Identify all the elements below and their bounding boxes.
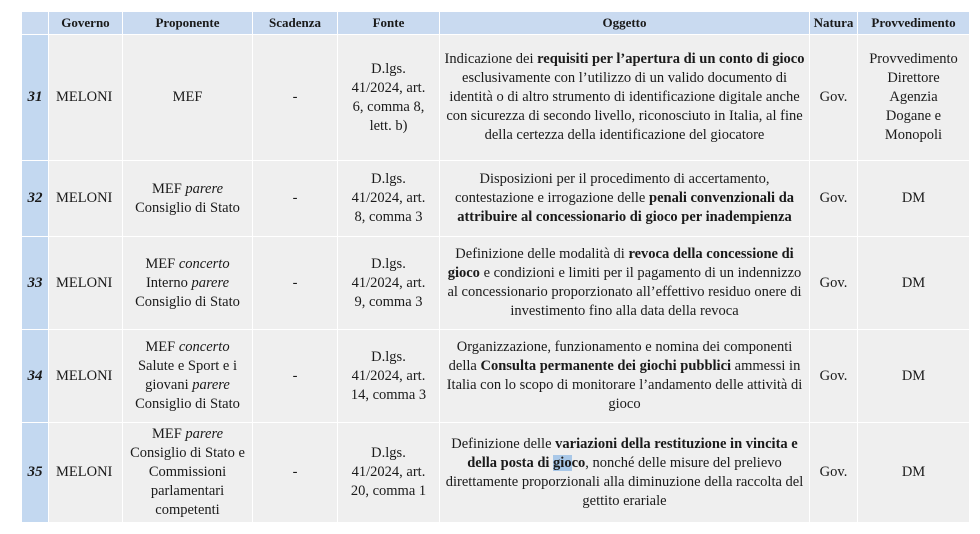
proponente-cell xyxy=(123,161,253,237)
provvedimento-cell xyxy=(858,161,970,237)
cell-line: Direttore xyxy=(887,70,940,86)
table-row xyxy=(22,237,970,330)
row-number: 33 xyxy=(22,237,49,330)
header-natura: Natura xyxy=(810,12,858,35)
text-run: MEF xyxy=(151,180,186,197)
row-number: 34 xyxy=(22,330,49,423)
text-run: MEF xyxy=(172,89,203,105)
text-run: Indicazione dei xyxy=(444,51,538,67)
cell-line: 41/2024, art. xyxy=(351,190,426,206)
cell-line: DM xyxy=(901,367,926,384)
text-run: Interno xyxy=(145,274,192,291)
oggetto-cell xyxy=(440,35,810,161)
cell-line: 41/2024, art. xyxy=(351,367,426,384)
row-number: 35 xyxy=(22,423,49,523)
scadenza-cell: - xyxy=(253,330,338,423)
text-run: MEF xyxy=(151,426,186,442)
oggetto-cell xyxy=(440,423,810,523)
governo-cell: MELONI xyxy=(49,237,123,330)
fonte-cell xyxy=(338,161,440,237)
text-run: variazioni della restituzione in vincita e della posta di xyxy=(467,435,798,471)
cell-line: 20, comma 1 xyxy=(350,483,427,499)
governo-cell: MELONI xyxy=(49,35,123,161)
cell-line: Provvedimento xyxy=(869,51,958,67)
natura-cell: Gov. xyxy=(810,330,858,423)
text-run: Definizione delle xyxy=(451,435,556,452)
scadenza-cell: - xyxy=(253,237,338,330)
header-fonte: Fonte xyxy=(338,12,440,35)
text-run: , nonché delle misure del prelievo direttamente proporzionali alla diminuzione della raccolta del gettito erariale xyxy=(445,454,804,509)
text-run: parere xyxy=(191,274,230,291)
governo-cell: MELONI xyxy=(49,330,123,423)
header-proponente: Proponente xyxy=(123,12,253,35)
governo-cell: MELONI xyxy=(49,423,123,523)
text-run: esclusivamente con l’utilizzo di un valido documento di identità o di altro strumento di identificazione digitale anche con sicurezza di secondo livello, riconosciuto in Italia, al fine della certezza della identificazione del giocatore xyxy=(446,70,803,143)
text-run: MEF xyxy=(145,339,179,355)
natura-cell: Gov. xyxy=(810,35,858,161)
row-number: 31 xyxy=(22,35,49,161)
cell-line: Agenzia xyxy=(889,89,938,105)
fonte-cell xyxy=(338,330,440,423)
text-run: penali convenzionali da attribuire al concessionario di gioco per inadempienza xyxy=(457,190,795,225)
cell-line: Monopoli xyxy=(884,127,943,143)
text-run: concerto xyxy=(178,339,230,355)
cell-line: 41/2024, art. xyxy=(351,274,426,291)
cell-line: D.lgs. xyxy=(371,348,406,365)
text-run: gio xyxy=(553,454,572,471)
text-run: Consulta permanente dei giochi pubblici xyxy=(480,358,732,374)
text-run: revoca della concessione di gioco xyxy=(447,246,794,281)
cell-line: 14, comma 3 xyxy=(350,386,427,403)
text-run: Salute e Sport e i giovani xyxy=(137,358,238,393)
header-number xyxy=(22,12,49,35)
text-run: parere xyxy=(185,426,224,442)
natura-cell: Gov. xyxy=(810,237,858,330)
cell-line: lett. b) xyxy=(369,117,408,134)
cell-line: D.lgs. xyxy=(371,255,406,272)
cell-line: 41/2024, art. xyxy=(351,79,426,96)
text-run: requisiti per l’apertura di un conto di gioco xyxy=(537,51,805,67)
text-run: ammessi in Italia con lo scopo di monitorare l’andamento delle attività di gioco xyxy=(446,358,803,412)
row-number: 32 xyxy=(22,161,49,237)
text-run: Definizione delle modalità di xyxy=(455,246,629,262)
governo-cell: MELONI xyxy=(49,161,123,237)
table-row xyxy=(22,161,970,237)
cell-line: D.lgs. xyxy=(371,445,406,461)
provvedimento-cell xyxy=(858,423,970,523)
text-run: Disposizioni per il procedimento di accertamento, contestazione e irrogazione delle xyxy=(454,171,770,206)
text-run: e condizioni e limiti per il pagamento di un indennizzo al concessionario proporzionato all’effettivo residuo onere di investimento fino alla data della revoca xyxy=(447,265,802,319)
proponente-cell xyxy=(123,237,253,330)
text-run: MEF xyxy=(145,255,179,272)
scadenza-cell: - xyxy=(253,423,338,523)
text-run: Consiglio di Stato xyxy=(135,293,240,310)
natura-cell: Gov. xyxy=(810,161,858,237)
cell-line: Dogane e xyxy=(885,108,942,124)
cell-line: DM xyxy=(901,274,926,291)
text-run: Organizzazione, funzionamento e nomina dei componenti della xyxy=(448,339,793,374)
cell-line: 8, comma 3 xyxy=(354,209,423,225)
cell-line: 6, comma 8, xyxy=(352,98,425,115)
cell-line: 9, comma 3 xyxy=(354,293,423,310)
fonte-cell xyxy=(338,35,440,161)
text-run: Consiglio di Stato xyxy=(135,199,240,216)
fonte-cell xyxy=(338,423,440,523)
cell-line: DM xyxy=(901,464,926,480)
natura-cell: Gov. xyxy=(810,423,858,523)
provvedimento-cell xyxy=(858,330,970,423)
header-provvedimento: Provvedimento xyxy=(858,12,970,35)
oggetto-cell xyxy=(440,237,810,330)
table-row xyxy=(22,35,970,161)
scadenza-cell: - xyxy=(253,161,338,237)
proponente-cell xyxy=(123,330,253,423)
table-row xyxy=(22,330,970,423)
header-governo: Governo xyxy=(49,12,123,35)
provvedimenti-table xyxy=(21,11,970,523)
fonte-cell xyxy=(338,237,440,330)
text-run: concerto xyxy=(178,255,230,272)
text-run: co xyxy=(571,454,586,471)
cell-line: D.lgs. xyxy=(371,60,406,77)
text-run: parere xyxy=(185,180,224,197)
table-row xyxy=(22,423,970,523)
cell-line: DM xyxy=(901,190,926,206)
header-row xyxy=(22,12,970,35)
proponente-cell xyxy=(123,35,253,161)
header-scadenza: Scadenza xyxy=(253,12,338,35)
text-run: parere xyxy=(192,377,230,393)
text-run: Consiglio di Stato e Commissioni parlamentari competenti xyxy=(130,445,245,518)
text-run: Consiglio di Stato xyxy=(135,396,240,412)
header-oggetto: Oggetto xyxy=(440,12,810,35)
oggetto-cell xyxy=(440,161,810,237)
cell-line: D.lgs. xyxy=(371,171,406,187)
provvedimento-cell xyxy=(858,35,970,161)
oggetto-cell xyxy=(440,330,810,423)
cell-line: 41/2024, art. xyxy=(351,464,426,480)
provvedimento-cell xyxy=(858,237,970,330)
proponente-cell xyxy=(123,423,253,523)
scadenza-cell: - xyxy=(253,35,338,161)
